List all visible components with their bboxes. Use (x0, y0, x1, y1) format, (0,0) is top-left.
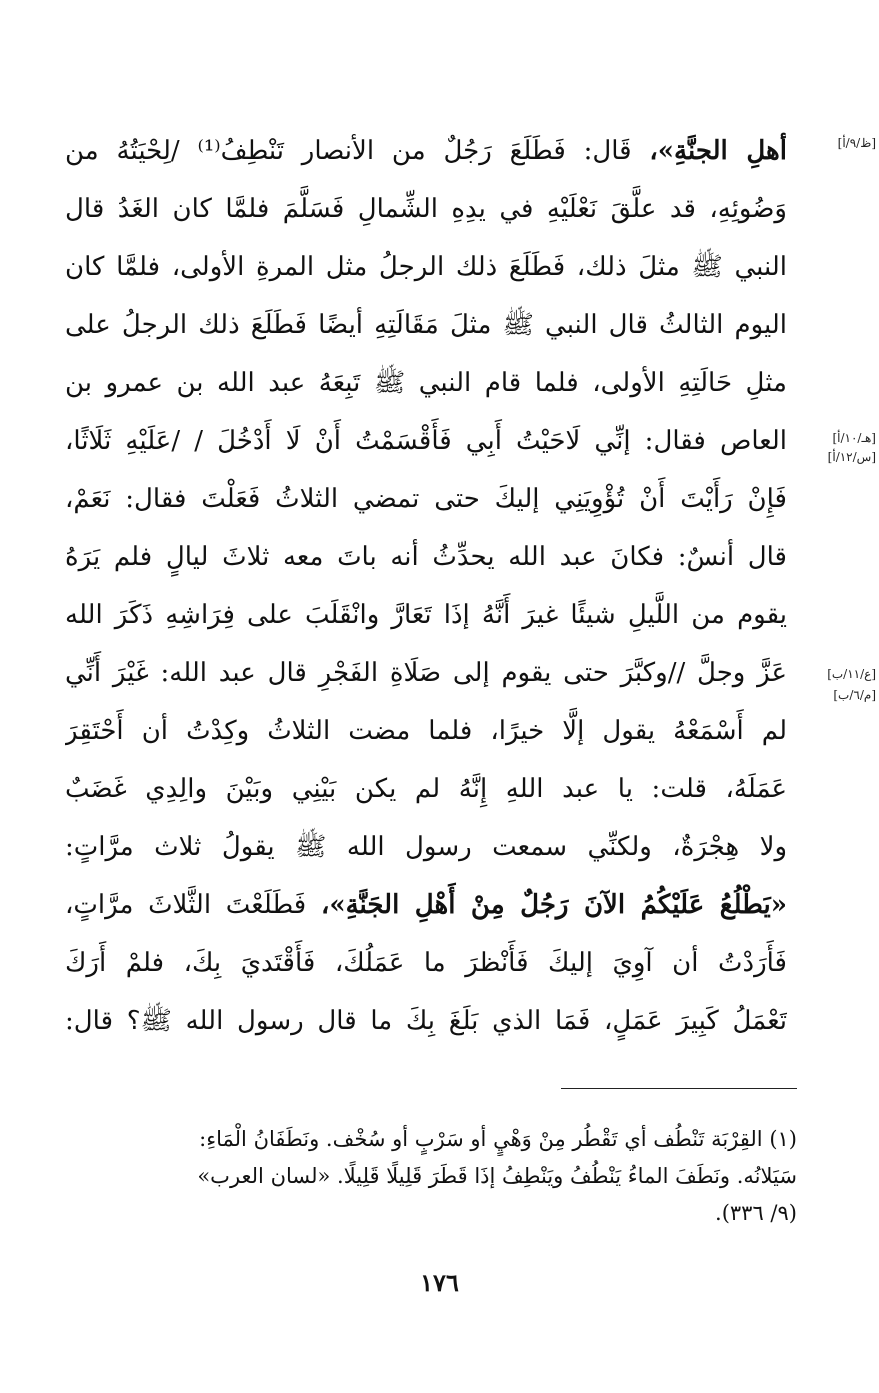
body-line: عَمَلَهُ، قلت: يا عبد اللهِ إِنَّهُ لم يكن بَيْنِي وبَيْنَ والِدِي غَضَبٌ (65, 774, 787, 804)
footnote-line: سَيَلانُه. ونَطَفَ الماءُ يَنْطُفُ ويَنْطِفُ إذَا قَطَرَ قَلِيلًا قَلِيلًا. «لسان العرب» (197, 1164, 797, 1188)
body-line (65, 123, 787, 179)
body-line: وَضُوئِهِ، قد علَّقَ نَعْلَيْهِ في يدِهِ الشِّمالِ فَسَلَّمَ فلمَّا كان الغَدُ قال (65, 194, 787, 224)
body-line: قال أنسٌ: فكانَ عبد الله يحدِّثُ أنه باتَ معه ثلاثَ ليالٍ فلم يَرَهُ (65, 542, 787, 572)
body-line: يقوم من اللَّيلِ شيئًا غيرَ أَنَّهُ إذَا تَعَارَّ وانْقَلَبَ على فِرَاشِهِ ذَكَرَ الله (65, 600, 787, 630)
page-number: ١٧٦ (420, 1268, 459, 1297)
margin-ref: [ظ/٩/أ] (837, 136, 876, 150)
body-line: لم أَسْمَعْهُ يقول إلَّا خيرًا، فلما مضت الثلاثُ وكِدْتُ أن أَحْتَقِرَ (65, 716, 787, 746)
body-line: فَأَرَدْتُ أن آوِيَ إليكَ فَأَنْظرَ ما عَمَلُكَ، فَأَقْتَديَ بِكَ، فلمْ أَرَكَ (65, 948, 787, 978)
margin-ref: [هـ/١٠/أ] (832, 431, 876, 445)
body-line: ولا هِجْرَةٌ، ولكنِّي سمعت رسول الله ﷺ يقولُ ثلاث مرَّاتٍ: (65, 832, 787, 862)
footnote-line: (١) القِرْبَة تَنْطُف أي تَقْطُر مِنْ وَهْيٍ أو سَرْبٍ أو سُخْف. ونَطَفَانُ الْمَاءِ: (199, 1127, 797, 1151)
footnote-line: (٩/ ٣٣٦). (715, 1201, 797, 1225)
body-line: تَعْمَلُ كَبِيرَ عَمَلٍ، فَمَا الذي بَلَغَ بِكَ ما قال رسول الله ﷺ؟ قال: (65, 1006, 787, 1036)
body-line: العاص فقال: إنِّي لَاحَيْتُ أَبِي فَأَقْسَمْتُ أَنْ لَا أَدْخُلَ / /عَلَيْهِ ثَلَاثًا، (65, 426, 787, 456)
body-line: النبي ﷺ مثلَ ذلك، فَطَلَعَ ذلك الرجلُ مثل المرةِ الأولى، فلمَّا كان (65, 252, 787, 282)
body-line (65, 877, 787, 933)
hadith-quote: أهلِ الجنَّةِ»، (649, 136, 787, 166)
body-line: اليوم الثالثُ قال النبي ﷺ مثلَ مَقَالَتِهِ أيضًا فَطَلَعَ ذلك الرجلُ على (65, 310, 787, 340)
body-line: فَإِنْ رَأَيْتَ أَنْ تُؤْوِيَنِي إليكَ حتى تمضي الثلاثُ فَعَلْتَ فقال: نَعَمْ، (65, 484, 787, 514)
hadith-quote: «يَطْلُعُ عَلَيْكُمُ الآنَ رَجُلٌ مِنْ أَهْلِ الجَنَّةِ»، (320, 890, 787, 920)
body-line: مثلِ حَالَتِهِ الأولى، فلما قام النبي ﷺ تَبِعَهُ عبد الله بن عمرو بن (65, 368, 787, 398)
body-line: عَزَّ وجلَّ //وكبَّرَ حتى يقوم إلى صَلَاةِ الفَجْرِ قال عبد الله: غَيْرَ أَنِّي (65, 658, 787, 688)
body-text: قَال: فَطَلَعَ رَجُلٌ من الأنصار تَنْطِفُ⁽¹⁾ /لِحْيَتُهُ من (65, 136, 632, 166)
footnote-separator (561, 1088, 797, 1089)
margin-ref: [س/١٢/أ] (827, 450, 876, 464)
margin-ref: [م/٦/ب] (833, 688, 876, 702)
body-text: فَطَلَعْتَ الثَّلاثَ مرَّاتٍ، (65, 890, 307, 920)
margin-ref: [ع/١١/ب] (827, 667, 876, 681)
